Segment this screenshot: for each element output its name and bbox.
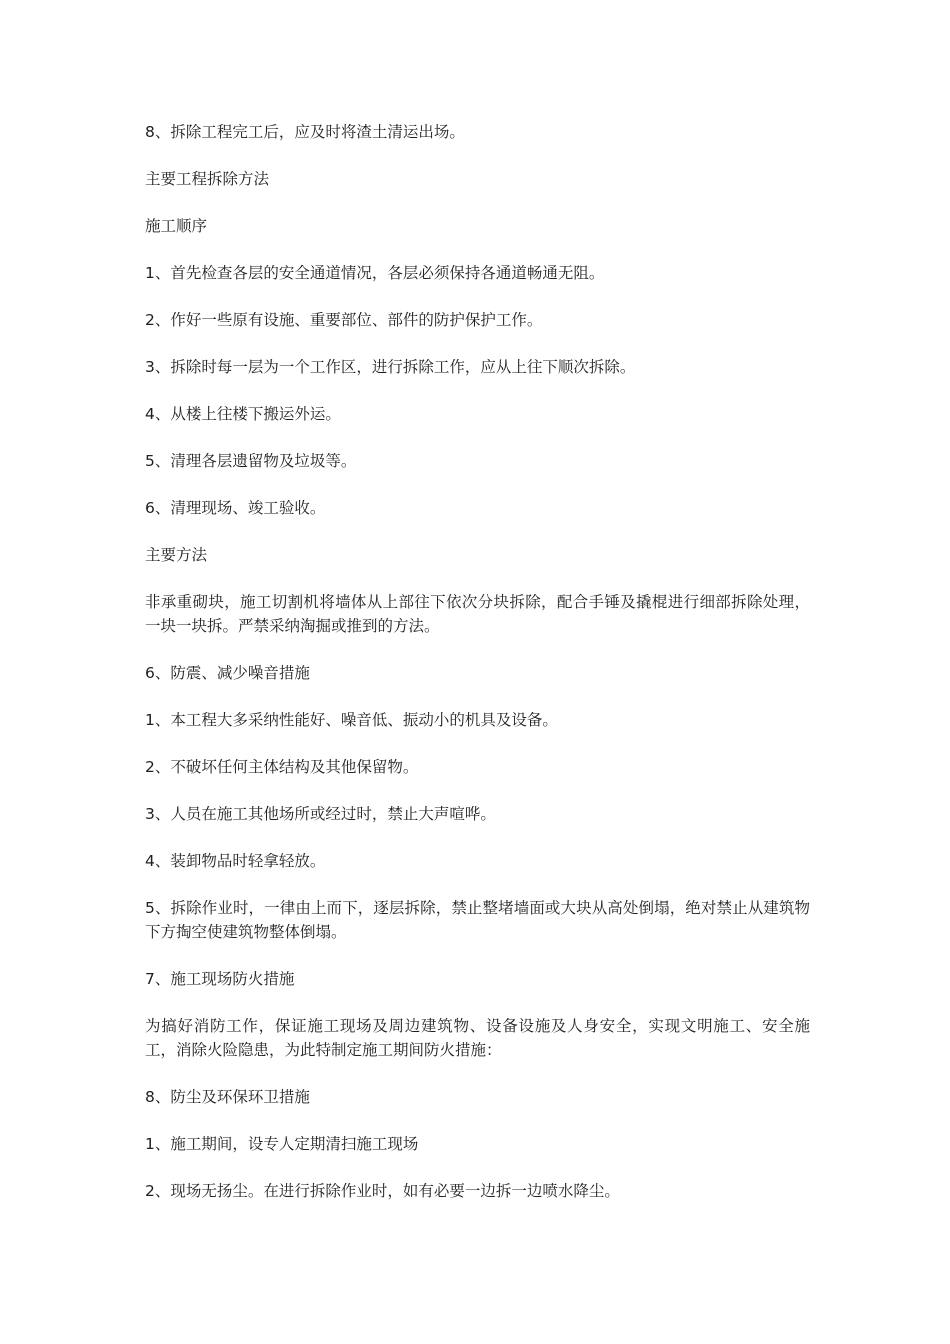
paragraph-noise-4: 4、装卸物品时轻拿轻放。: [145, 852, 326, 870]
paragraph-sequence-2: 2、作好一些原有设施、重要部位、部件的防护保护工作。: [145, 311, 543, 329]
heading-dust-environment: 8、防尘及环保环卫措施: [145, 1088, 310, 1106]
heading-construction-sequence: 施工顺序: [145, 217, 208, 235]
paragraph-noise-5: 5、拆除作业时，一律由上而下，逐层拆除，禁止整堵墙面或大块从高处倒塌，绝对禁止从建筑物下方掏空使建筑物整体倒塌。: [145, 899, 810, 941]
paragraph-sequence-3: 3、拆除时每一层为一个工作区，进行拆除工作，应从上往下顺次拆除。: [145, 358, 636, 376]
paragraph-sequence-4: 4、从楼上往楼下搬运外运。: [145, 405, 341, 423]
document-body: [145, 120, 810, 1226]
paragraph-noise-3: 3、人员在施工其他场所或经过时，禁止大声喧哗。: [145, 805, 496, 823]
paragraph-fire-prevention: 为搞好消防工作，保证施工现场及周边建筑物、设备设施及人身安全，实现文明施工、安全施工，消除火险隐患，为此特制定施工期间防火措施：: [145, 1017, 810, 1059]
heading-main-methods: 主要方法: [145, 546, 208, 564]
paragraph-noise-1: 1、本工程大多采纳性能好、噪音低、振动小的机具及设备。: [145, 711, 558, 729]
paragraph-sequence-1: 1、首先检查各层的安全通道情况，各层必须保持各通道畅通无阻。: [145, 264, 605, 282]
heading-main-demolition-methods: 主要工程拆除方法: [145, 170, 270, 188]
paragraph-sequence-6: 6、清理现场、竣工验收。: [145, 499, 326, 517]
paragraph-completion-cleanup: 8、拆除工程完工后，应及时将渣土清运出场。: [145, 123, 465, 141]
paragraph-sequence-5: 5、清理各层遗留物及垃圾等。: [145, 452, 357, 470]
paragraph-non-load-bearing: 非承重砌块，施工切割机将墙体从上部往下依次分块拆除，配合手锤及撬棍进行细部拆除处理，一块一块拆。严禁采纳淘掘或推到的方法。: [145, 593, 810, 635]
paragraph-dust-1: 1、施工期间，设专人定期清扫施工现场: [145, 1135, 419, 1153]
paragraph-noise-2: 2、不破坏任何主体结构及其他保留物。: [145, 758, 419, 776]
heading-fire-prevention: 7、施工现场防火措施: [145, 970, 295, 988]
paragraph-dust-2: 2、现场无扬尘。在进行拆除作业时，如有必要一边拆一边喷水降尘。: [145, 1182, 620, 1200]
heading-vibration-noise: 6、防震、减少噪音措施: [145, 664, 310, 682]
